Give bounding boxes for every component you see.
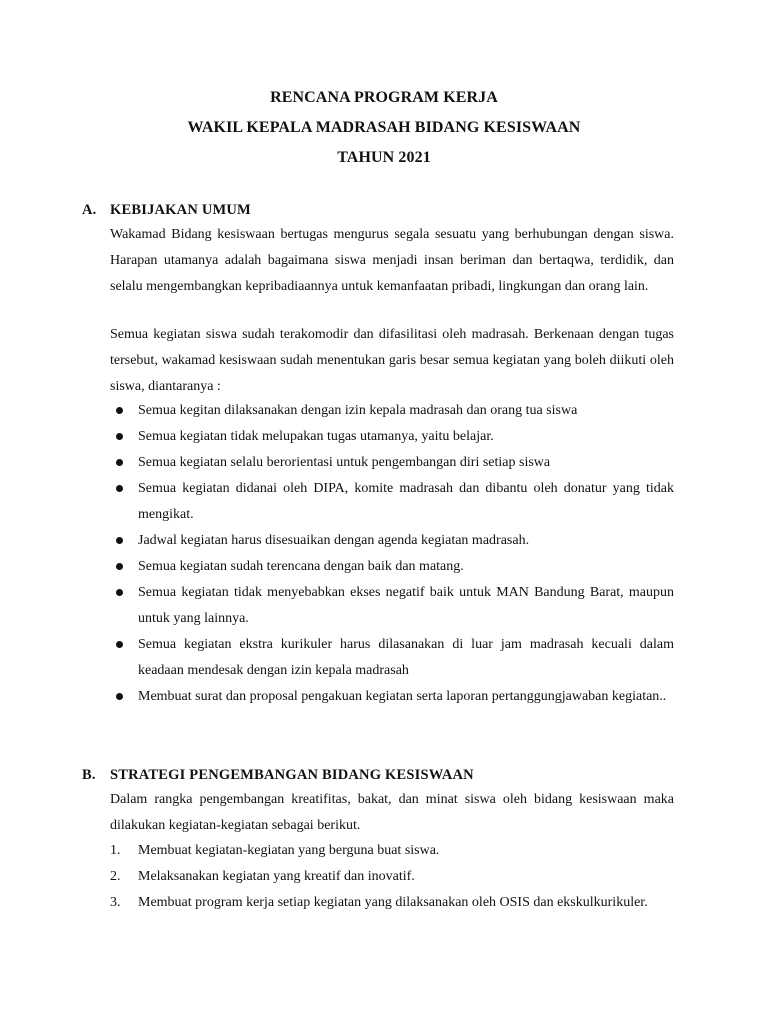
bullet-text: Semua kegiatan selalu berorientasi untuk pengembangan diri setiap siswa (138, 455, 551, 470)
bullet-item (110, 476, 674, 528)
section-a-bullet-list (110, 398, 674, 710)
bullet-item (110, 684, 674, 710)
item-text: Membuat program kerja setiap kegiatan yang dilaksanakan oleh OSIS dan ekskulkurikuler. (138, 895, 648, 910)
section-b-numbered-list (110, 838, 674, 916)
bullet-dot-icon (116, 459, 123, 466)
bullet-dot-icon (116, 537, 123, 544)
bullet-text: Semua kegitan dilaksanakan dengan izin kepala madrasah dan orang tua siswa (138, 403, 578, 418)
section-a-paragraph-2: Semua kegiatan siswa sudah terakomodir dan difasilitasi oleh madrasah. Berkenaan dengan tugas tersebut, wakamad kesiswaan sudah menentukan garis besar semua kegiatan yang boleh diikuti oleh siswa, diantaranya : (110, 327, 674, 394)
section-b-paragraph-1: Dalam rangka pengembangan kreatifitas, bakat, dan minat siswa oleh bidang kesiswaan maka dilakukan kegiatan-kegiatan sebagai berikut. (110, 792, 674, 833)
section-b-title: STRATEGI PENGEMBANGAN BIDANG KESISWAAN (110, 767, 474, 783)
bullet-dot-icon (116, 693, 123, 700)
bullet-text: Semua kegiatan didanai oleh DIPA, komite madrasah dan dibantu oleh donatur yang tidak mengikat. (138, 481, 674, 522)
doc-title-line-1: RENCANA PROGRAM KERJA (270, 89, 498, 106)
item-number: 1. (110, 843, 121, 858)
bullet-text: Membuat surat dan proposal pengakuan kegiatan serta laporan pertanggungjawaban kegiatan.. (138, 689, 667, 704)
item-text: Melaksanakan kegiatan yang kreatif dan inovatif. (138, 869, 415, 884)
section-b-letter: B. (82, 767, 96, 783)
numbered-item (110, 864, 674, 890)
bullet-text: Semua kegiatan sudah terencana dengan baik dan matang. (138, 559, 464, 574)
bullet-dot-icon (116, 563, 123, 570)
bullet-text: Semua kegiatan tidak melupakan tugas utamanya, yaitu belajar. (138, 429, 494, 444)
numbered-item (110, 890, 674, 916)
bullet-dot-icon (116, 641, 123, 648)
item-number: 3. (110, 895, 121, 910)
item-text: Membuat kegiatan-kegiatan yang berguna buat siswa. (138, 843, 440, 858)
section-b-heading (82, 765, 474, 785)
bullet-text: Semua kegiatan ekstra kurikuler harus dilasanakan di luar jam madrasah kecuali dalam keadaan mendesak dengan izin kepala madrasah (138, 637, 674, 678)
bullet-item (110, 632, 674, 684)
doc-title-line-2: WAKIL KEPALA MADRASAH BIDANG KESISWAAN (187, 119, 581, 136)
bullet-dot-icon (116, 407, 123, 414)
bullet-text: Jadwal kegiatan harus disesuaikan dengan agenda kegiatan madrasah. (138, 533, 530, 548)
bullet-item (110, 424, 674, 450)
bullet-item (110, 398, 674, 424)
bullet-item (110, 554, 674, 580)
doc-title-line-3: TAHUN 2021 (337, 149, 431, 166)
numbered-item (110, 838, 674, 864)
bullet-item (110, 528, 674, 554)
item-number: 2. (110, 869, 121, 884)
bullet-item (110, 580, 674, 632)
section-a-heading (82, 200, 251, 220)
bullet-dot-icon (116, 485, 123, 492)
section-a-title: KEBIJAKAN UMUM (110, 202, 251, 218)
section-a-letter: A. (82, 202, 97, 218)
bullet-dot-icon (116, 433, 123, 440)
bullet-dot-icon (116, 589, 123, 596)
bullet-item (110, 450, 674, 476)
section-a-paragraph-1: Wakamad Bidang kesiswaan bertugas mengurus segala sesuatu yang berhubungan dengan siswa. Harapan utamanya adalah bagaimana siswa menjadi insan beriman dan bertaqwa, terdidik, dan selalu mengembangkan kepribadiaannya untuk kemanfaatan pribadi, lingkungan dan orang lain. (110, 227, 674, 294)
bullet-text: Semua kegiatan tidak menyebabkan ekses negatif baik untuk MAN Bandung Barat, maupun untuk yang lainnya. (138, 585, 674, 626)
